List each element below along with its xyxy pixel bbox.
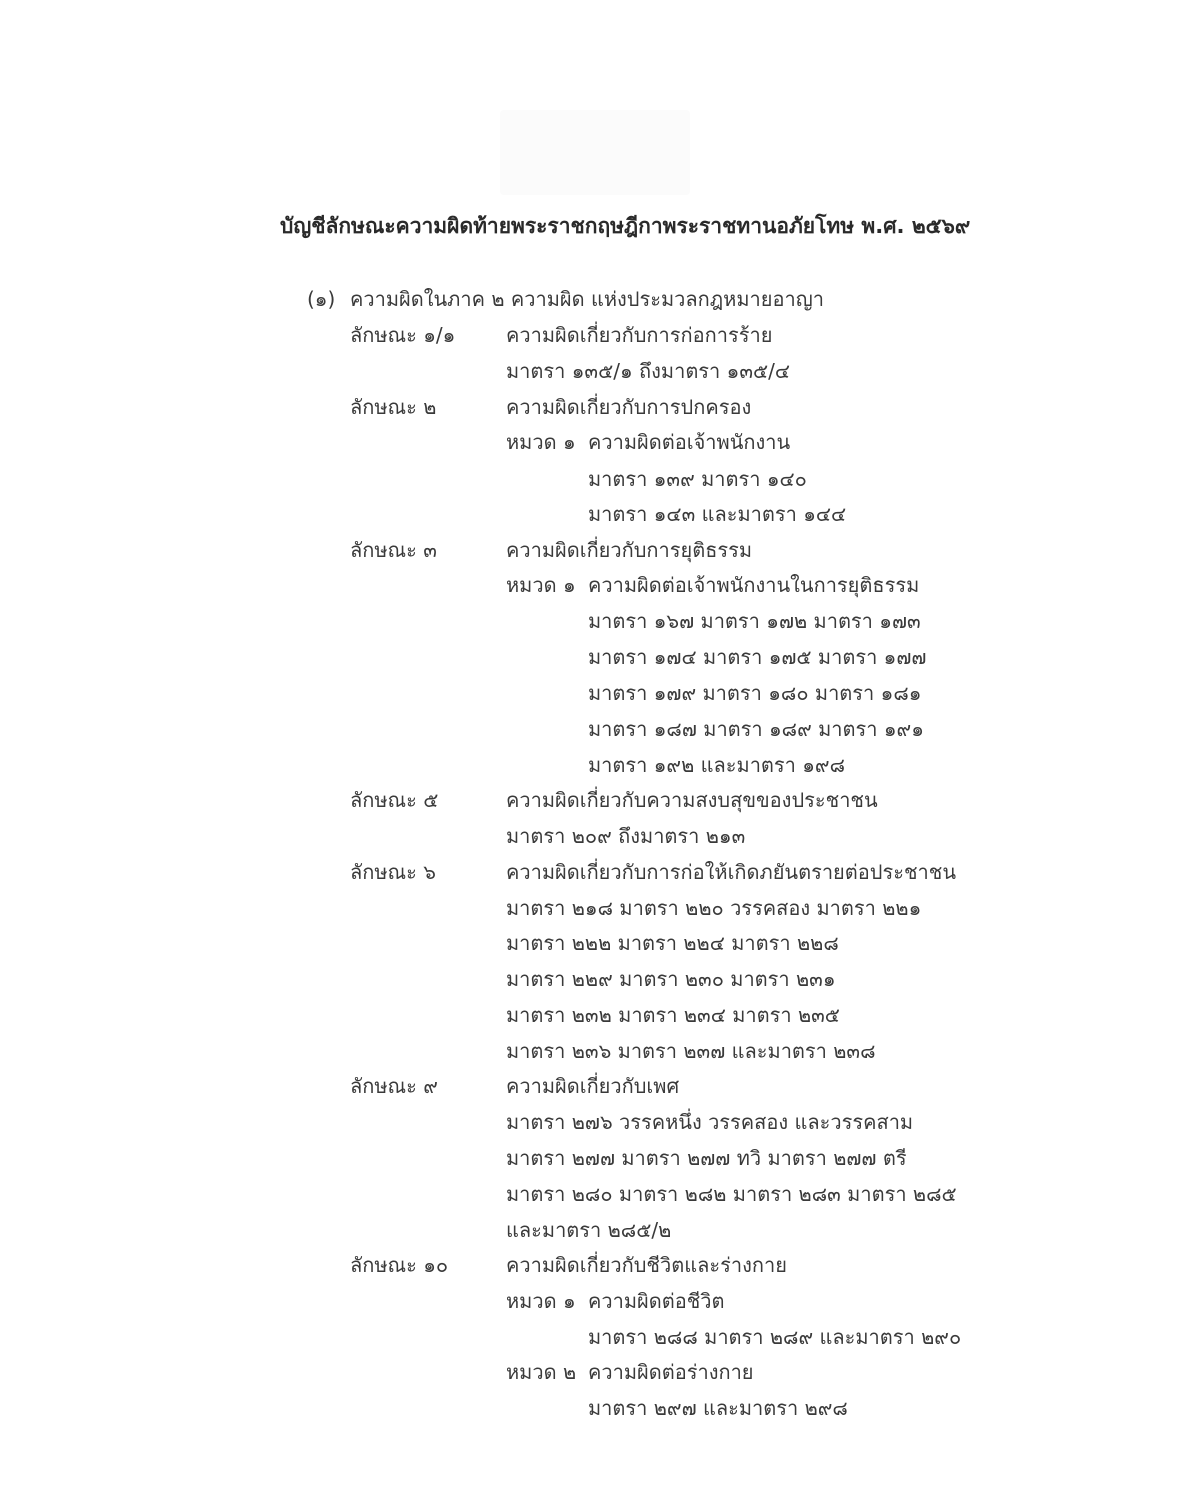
lak-label: ลักษณะ ๙ xyxy=(350,1074,438,1098)
section-list: มาตรา ๒๘๐ มาตรา ๒๘๒ มาตรา ๒๘๓ มาตรา ๒๘๕ xyxy=(506,1182,957,1206)
section-list: มาตรา ๑๓๙ มาตรา ๑๔๐ xyxy=(588,467,807,491)
chapter-title: ความผิดต่อเจ้าพนักงานในการยุติธรรม xyxy=(588,573,920,597)
section-list: มาตรา ๑๗๔ มาตรา ๑๗๕ มาตรา ๑๗๗ xyxy=(588,645,927,669)
lak-title: ความผิดเกี่ยวกับชีวิตและร่างกาย xyxy=(506,1253,787,1277)
lak-title: ความผิดเกี่ยวกับเพศ xyxy=(506,1074,680,1098)
lak-title: ความผิดเกี่ยวกับการก่อการร้าย xyxy=(506,323,773,347)
lak-label: ลักษณะ ๓ xyxy=(350,538,437,562)
lak-title: ความผิดเกี่ยวกับการปกครอง xyxy=(506,395,752,419)
lak-title: ความผิดเกี่ยวกับความสงบสุขของประชาชน xyxy=(506,788,878,812)
item-number: (๑) xyxy=(307,287,336,311)
item-heading: ความผิดในภาค ๒ ความผิด แห่งประมวลกฎหมายอาญา xyxy=(350,287,825,311)
section-list: มาตรา ๑๓๕/๑ ถึงมาตรา ๑๓๕/๔ xyxy=(506,359,791,383)
section-list: มาตรา ๒๙๗ และมาตรา ๒๙๘ xyxy=(588,1396,848,1420)
garuda-seal xyxy=(500,110,690,195)
chapter-title: ความผิดต่อร่างกาย xyxy=(588,1360,754,1384)
chapter-label: หมวด ๑ xyxy=(506,430,576,454)
section-list: มาตรา ๑๘๗ มาตรา ๑๘๙ มาตรา ๑๙๑ xyxy=(588,717,924,741)
lak-label: ลักษณะ ๒ xyxy=(350,395,437,419)
section-list: มาตรา ๑๗๙ มาตรา ๑๘๐ มาตรา ๑๘๑ xyxy=(588,681,922,705)
section-list: มาตรา ๒๒๙ มาตรา ๒๓๐ มาตรา ๒๓๑ xyxy=(506,967,836,991)
section-list: มาตรา ๒๘๘ มาตรา ๒๘๙ และมาตรา ๒๙๐ xyxy=(588,1325,962,1349)
section-list: มาตรา ๒๑๘ มาตรา ๒๒๐ วรรคสอง มาตรา ๒๒๑ xyxy=(506,896,922,920)
document-title: บัญชีลักษณะความผิดท้ายพระราชกฤษฎีกาพระราชทานอภัยโทษ พ.ศ. ๒๕๖๙ xyxy=(280,214,971,238)
lak-label: ลักษณะ ๑/๑ xyxy=(350,323,456,347)
lak-label: ลักษณะ ๕ xyxy=(350,788,439,812)
section-list: มาตรา ๑๔๓ และมาตรา ๑๔๔ xyxy=(588,502,847,526)
section-list: มาตรา ๒๐๙ ถึงมาตรา ๒๑๓ xyxy=(506,824,746,848)
lak-label: ลักษณะ ๖ xyxy=(350,860,436,884)
section-list: มาตรา ๑๙๒ และมาตรา ๑๙๘ xyxy=(588,753,846,777)
chapter-title: ความผิดต่อชีวิต xyxy=(588,1289,725,1313)
section-list: มาตรา ๒๓๖ มาตรา ๒๓๗ และมาตรา ๒๓๘ xyxy=(506,1039,876,1063)
chapter-label: หมวด ๑ xyxy=(506,1289,576,1313)
lak-title: ความผิดเกี่ยวกับการก่อให้เกิดภยันตรายต่อประชาชน xyxy=(506,860,956,884)
lak-title: ความผิดเกี่ยวกับการยุติธรรม xyxy=(506,538,753,562)
section-list: และมาตรา ๒๘๕/๒ xyxy=(506,1218,672,1242)
section-list: มาตรา ๒๗๗ มาตรา ๒๗๗ ทวิ มาตรา ๒๗๗ ตรี xyxy=(506,1146,907,1170)
section-list: มาตรา ๑๖๗ มาตรา ๑๗๒ มาตรา ๑๗๓ xyxy=(588,609,921,633)
chapter-label: หมวด ๒ xyxy=(506,1360,577,1384)
chapter-title: ความผิดต่อเจ้าพนักงาน xyxy=(588,430,791,454)
section-list: มาตรา ๒๗๖ วรรคหนึ่ง วรรคสอง และวรรคสาม xyxy=(506,1110,914,1134)
section-list: มาตรา ๒๒๒ มาตรา ๒๒๔ มาตรา ๒๒๘ xyxy=(506,931,839,955)
lak-label: ลักษณะ ๑๐ xyxy=(350,1253,449,1277)
chapter-label: หมวด ๑ xyxy=(506,573,576,597)
section-list: มาตรา ๒๓๒ มาตรา ๒๓๔ มาตรา ๒๓๕ xyxy=(506,1003,840,1027)
